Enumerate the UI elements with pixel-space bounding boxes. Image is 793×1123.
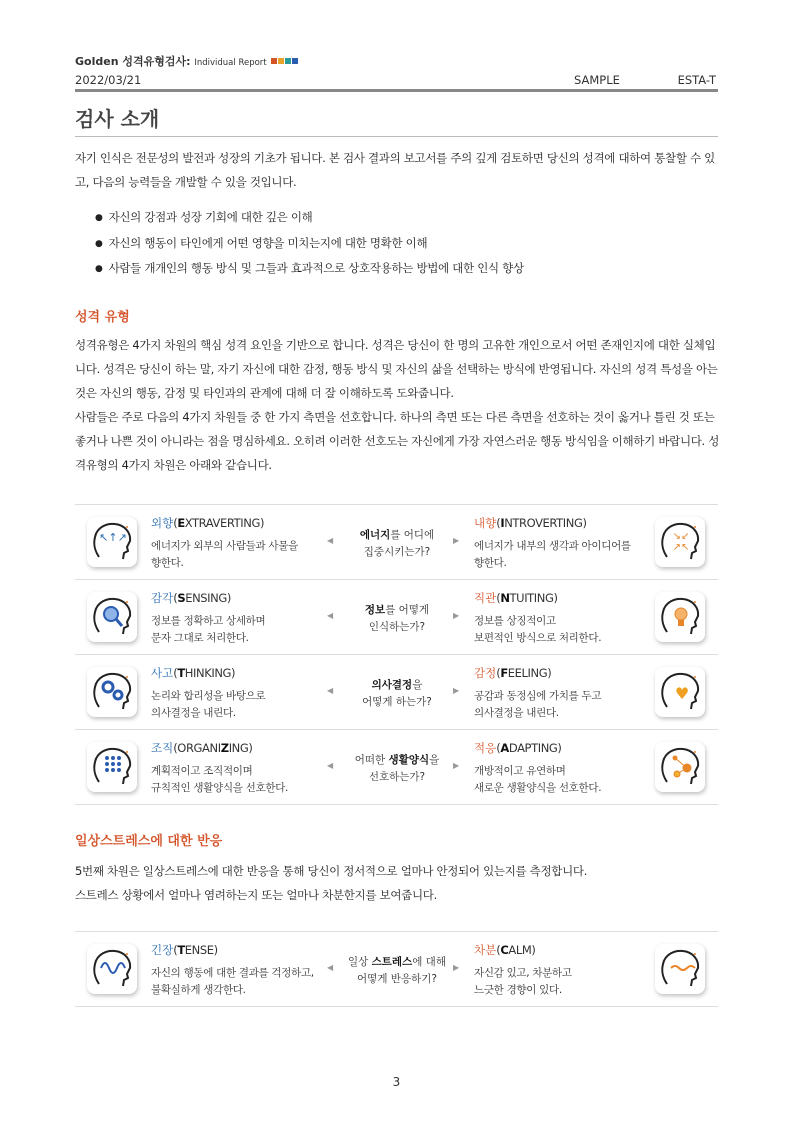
list-item: ● 자신의 강점과 성장 기회에 대한 깊은 이해 xyxy=(95,205,524,231)
left-type-description: 계획적이고 조직적이며 규칙적인 생활양식을 선호한다. xyxy=(151,765,289,794)
section-title-personality: 성격 유형 xyxy=(75,310,130,325)
arrow-right-icon: ▶ xyxy=(453,686,460,695)
report-code: ESTA-T xyxy=(677,73,716,87)
svg-text:↘↙: ↘↙ xyxy=(672,531,690,542)
brand-color-square xyxy=(292,58,298,64)
list-item: ● 사람들 개개인의 행동 방식 및 그들과 효과적으로 상호작용하는 방법에 대한 인식 향상 xyxy=(95,256,524,282)
left-type-description: 에너지가 외부의 사람들과 사물을 향한다. xyxy=(151,540,298,569)
left-type-description: 논리와 합리성을 바탕으로 의사결정을 내린다. xyxy=(151,690,266,719)
list-item: ● 자신의 행동이 타인에게 어떤 영향을 미치는지에 대한 명확한 이해 xyxy=(95,231,524,257)
heart-icon xyxy=(655,667,705,717)
right-type-title: 내향(INTROVERTING) xyxy=(474,516,587,530)
report-date: 2022/03/21 xyxy=(75,73,142,87)
dot-grid-icon xyxy=(87,742,137,792)
dimensions-table xyxy=(75,504,718,805)
right-type-description: 정보를 상징적이고 보편적인 방식으로 처리한다. xyxy=(474,615,602,644)
page-title: 검사 소개 xyxy=(75,107,160,131)
arrow-right-icon: ▶ xyxy=(453,963,460,972)
paragraph: 5번째 차원은 일상스트레스에 대한 반응을 통해 당신이 정서적으로 얼마나 안정되어 있는지를 측정합니다. xyxy=(75,864,588,878)
svg-text:♥: ♥ xyxy=(674,684,690,703)
sample-label: SAMPLE xyxy=(574,73,620,87)
right-type-description: 자신감 있고, 차분하고 느긋한 경향이 있다. xyxy=(474,967,572,996)
meta-line xyxy=(75,73,718,89)
brand-subtitle: Individual Report xyxy=(194,58,267,68)
dimension-row xyxy=(75,932,718,1007)
paragraph: 스트레스 상황에서 얼마나 염려하는지 또는 얼마나 차분한지를 보여줍니다. xyxy=(75,888,437,902)
dimension-question: 의사결정을 어떻게 하는가? xyxy=(362,679,432,708)
paragraph: 성격유형은 4가지 차원의 핵심 성격 요인을 기반으로 합니다. 성격은 당신이 한 명의 고유한 개인으로서 어떤 존재인지에 대한 실체입니다. 성격은 당신이 하는 말, 자기 자신에 대한 감정, 행동 방식 및 자신의 삶을 선택하는 방식에 반영됩니다. 자신의 성격 특성을 아는 것은 자신의 행동, 감정 및 타인과의 관계에 대해 더 잘 이해하도록 도와줍니다. xyxy=(75,338,718,400)
left-type-title: 긴장(TENSE) xyxy=(151,943,218,957)
left-type-description: 정보를 정확하고 상세하며 문자 그대로 처리한다. xyxy=(151,615,266,644)
arrow-left-icon: ◀ xyxy=(327,963,334,972)
arrow-right-icon: ▶ xyxy=(453,611,460,620)
arrows-out-icon xyxy=(87,517,137,567)
dimension-question: 일상 스트레스에 대해 어떻게 반응하기? xyxy=(348,956,446,985)
right-type-description: 공감과 동정심에 가치를 두고 의사결정을 내린다. xyxy=(474,690,602,719)
network-icon xyxy=(655,742,705,792)
dimension-row xyxy=(75,580,718,655)
right-type-title: 감정(FEELING) xyxy=(474,666,552,680)
arrow-left-icon: ◀ xyxy=(327,686,334,695)
left-type-title: 외향(EXTRAVERTING) xyxy=(151,516,265,530)
personality-description xyxy=(75,333,720,477)
dimension-row xyxy=(75,505,718,580)
left-type-description: 자신의 행동에 대한 결과를 걱정하고, 불확실하게 생각한다. xyxy=(151,967,314,996)
lightbulb-icon xyxy=(655,592,705,642)
page-number: 3 xyxy=(392,1075,401,1089)
right-type-description: 에너지가 내부의 생각과 아이디어를 향한다. xyxy=(474,540,631,569)
arrow-left-icon: ◀ xyxy=(327,761,334,770)
right-type-description: 개방적이고 유연하며 새로운 생활양식을 선호한다. xyxy=(474,765,602,794)
arrow-right-icon: ▶ xyxy=(453,536,460,545)
left-type-title: 감각(SENSING) xyxy=(151,591,231,605)
brand-color-square xyxy=(271,58,277,64)
intro-paragraph: 자기 인식은 전문성의 발전과 성장의 기초가 됩니다. 본 검사 결과의 보고서를 주의 깊게 검토하면 당신의 성격에 대하여 통찰할 수 있고, 다음의 능력들을 개발할 수 있을 것입니다. xyxy=(75,151,715,189)
arrow-left-icon: ◀ xyxy=(327,536,334,545)
arrow-left-icon: ◀ xyxy=(327,611,334,620)
calm-wave-icon xyxy=(655,944,705,994)
wave-icon xyxy=(87,944,137,994)
right-type-title: 차분(CALM) xyxy=(474,943,536,957)
title-divider xyxy=(75,136,718,137)
dimension-question: 에너지를 어디에 집중시키는가? xyxy=(359,529,435,558)
magnifier-icon xyxy=(87,592,137,642)
dimension-row xyxy=(75,730,718,805)
dimension-row xyxy=(75,655,718,730)
gears-icon xyxy=(87,667,137,717)
brand-color-square xyxy=(285,58,291,64)
benefit-list xyxy=(95,205,524,282)
arrows-in-icon xyxy=(655,517,705,567)
stress-description xyxy=(75,859,720,907)
right-type-title: 직관(NTUITING) xyxy=(474,591,558,605)
left-type-title: 조직(ORGANIZING) xyxy=(151,741,253,755)
brand-header xyxy=(75,53,298,69)
svg-text:↗↖: ↗↖ xyxy=(672,542,690,553)
left-type-title: 사고(THINKING) xyxy=(151,666,236,680)
stress-table xyxy=(75,931,718,1007)
svg-text:↖↑↗: ↖↑↗ xyxy=(99,531,127,544)
arrow-right-icon: ▶ xyxy=(453,761,460,770)
right-type-title: 적응(ADAPTING) xyxy=(474,741,562,755)
brand-title: Golden 성격유형검사: xyxy=(75,55,191,68)
dimension-question: 정보를 어떻게 인식하는가? xyxy=(364,604,430,633)
dimension-question: 어떠한 생활양식을 선호하는가? xyxy=(354,754,440,783)
brand-color-square xyxy=(278,58,284,64)
paragraph: 사람들은 주로 다음의 4가지 차원들 중 한 가지 측면을 선호합니다. 하나의 측면 또는 다른 측면을 선호하는 것이 옳거나 틀린 것 또는 좋거나 나쁜 것이 아니라는 점을 명심하세요. 오히려 이러한 선호도는 자신에게 가장 자연스러운 행동 방식임을 이해하기 바랍니다. 성격유형의 4가지 차원은 아래와 같습니다. xyxy=(75,410,720,472)
section-title-stress: 일상스트레스에 대한 반응 xyxy=(75,834,223,849)
header-divider xyxy=(75,89,718,92)
